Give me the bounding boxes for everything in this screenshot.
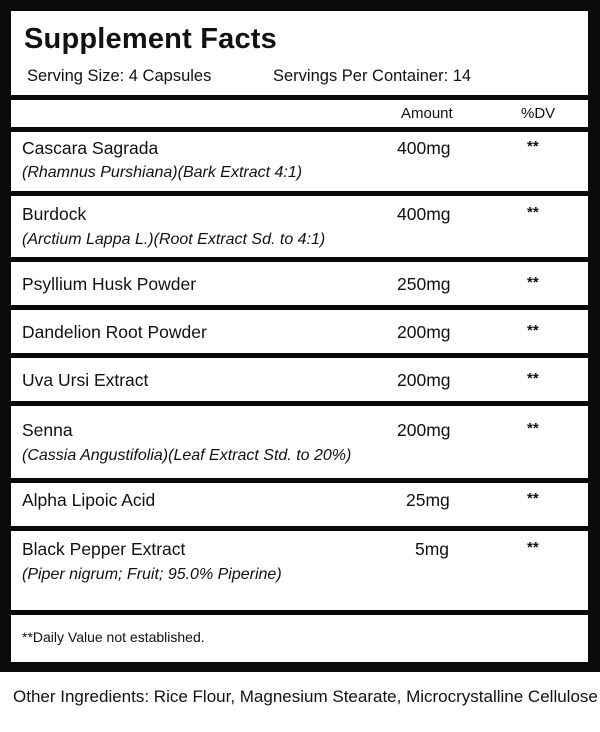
ingredient-row — [11, 196, 588, 257]
ingredient-dv: ** — [527, 420, 539, 437]
serving-size: Serving Size: 4 Capsules — [27, 67, 212, 85]
ingredient-name: Psyllium Husk Powder — [22, 274, 197, 294]
ingredient-name: Alpha Lipoic Acid — [22, 490, 156, 510]
ingredient-amount: 200mg — [397, 370, 451, 390]
amount-column-header: Amount — [401, 105, 453, 122]
ingredient-amount: 200mg — [397, 420, 451, 440]
ingredient-row — [11, 531, 588, 610]
ingredient-detail: (Piper nigrum; Fruit; 95.0% Piperine) — [22, 566, 282, 583]
ingredient-name: Senna — [22, 420, 73, 440]
ingredient-dv: ** — [527, 490, 539, 507]
ingredient-name: Burdock — [22, 204, 87, 224]
ingredient-detail: (Arctium Lappa L.)(Root Extract Sd. to 4:1) — [22, 231, 326, 248]
column-header-row — [11, 100, 588, 127]
other-ingredients: Other Ingredients: Rice Flour, Magnesium Stearate, Microcrystalline Cellulose — [13, 687, 598, 706]
panel-title: Supplement Facts — [24, 23, 277, 55]
ingredient-amount: 25mg — [406, 490, 450, 510]
ingredient-amount: 400mg — [397, 138, 451, 158]
dv-column-header: %DV — [521, 105, 556, 122]
ingredient-amount: 200mg — [397, 322, 451, 342]
ingredient-detail: (Cassia Angustifolia)(Leaf Extract Std. to 20%) — [22, 447, 352, 464]
ingredient-dv: ** — [527, 322, 539, 339]
ingredient-name: Cascara Sagrada — [22, 138, 159, 158]
facts-header — [11, 11, 588, 95]
ingredient-row — [11, 310, 588, 353]
daily-value-footnote: **Daily Value not established. — [22, 629, 205, 645]
ingredient-dv: ** — [527, 204, 539, 221]
ingredient-dv: ** — [527, 138, 539, 155]
ingredient-amount: 5mg — [415, 539, 450, 559]
ingredient-row — [11, 262, 588, 305]
ingredient-name: Uva Ursi Extract — [22, 370, 149, 390]
footnote-box — [11, 615, 588, 662]
ingredient-amount: 250mg — [397, 274, 451, 294]
ingredient-row — [11, 483, 588, 526]
ingredient-detail: (Rhamnus Purshiana)(Bark Extract 4:1) — [22, 164, 303, 181]
ingredient-amount: 400mg — [397, 204, 451, 224]
ingredient-row — [11, 132, 588, 191]
ingredient-row — [11, 358, 588, 401]
ingredient-name: Black Pepper Extract — [22, 539, 186, 559]
ingredient-dv: ** — [527, 274, 539, 291]
ingredient-dv: ** — [527, 539, 539, 556]
ingredient-row — [11, 406, 588, 478]
ingredient-dv: ** — [527, 370, 539, 387]
ingredient-name: Dandelion Root Powder — [22, 322, 207, 342]
servings-per-container: Servings Per Container: 14 — [273, 67, 472, 85]
